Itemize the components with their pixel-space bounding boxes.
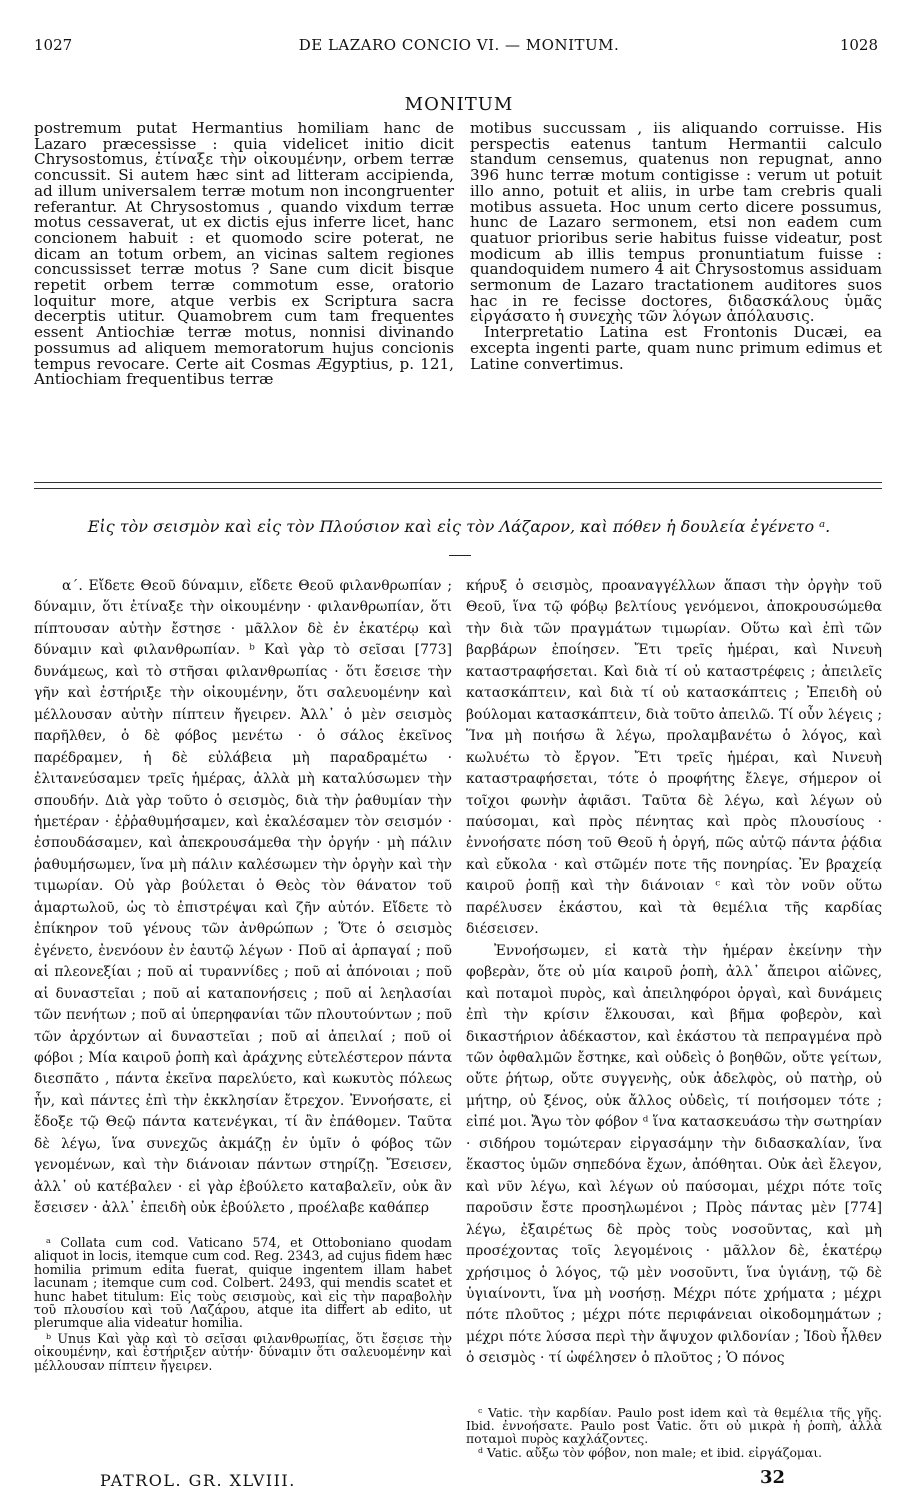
footnote: ᶜ Vatic. τὴν καρδίαν. Paulo post idem καὶ τὰ θεμέλια τῆς γῆς. Ibid. ἐννοήσατε. Paulo post Vatic. ὅτι οὐ μικρὰ ἡ ῥοπὴ, ἀλλὰ ποταμοὶ πυρὸς καχλάζοντες. xyxy=(466,1405,882,1447)
monitum-title: MONITUM xyxy=(404,94,514,115)
running-header xyxy=(0,36,918,58)
footnote: ᵇ Unus Καὶ γὰρ καὶ τὸ σεῖσαι φιλανθρωπίας, ὅτι ἔσεισε τὴν οἰκουμένην, καὶ ἐστήριξεν αὐτήν· δύναμιν ὅτι σαλευομένην καὶ μέλλουσαν πίπτειν ἤγειρεν. xyxy=(34,1330,452,1373)
series-title: PATROL. GR. XLVIII. xyxy=(100,1471,296,1490)
footnote: ᵃ Collata cum cod. Vaticano 574, et Ottoboniano quodam aliquot in locis, itemque cum cod. Reg. 2343, ad cujus fidem hæc homilia primum edita fuerat, quique ingentem illam habet lacunam ; itemque cum cod. Colbert. 2493, qui mendis scatet et hunc habet titulum: Εἰς τοὺς σεισμοὺς, καὶ εἰς τὴν παραβολὴν τοῦ πλουσίου καὶ τοῦ Λαζάρου, atque ita differt ab edito, ut plerumque alia videatur homilia. xyxy=(34,1235,452,1331)
column-number-right: 1028 xyxy=(839,36,878,54)
column-number-left: 1027 xyxy=(34,36,73,54)
section-rule xyxy=(34,482,882,483)
text-paragraph: α΄. Εἴδετε Θεοῦ δύναμιν, εἴδετε Θεοῦ φιλανθρωπίαν ; δύναμιν, ὅτι ἐτίναξε τὴν οἰκουμένην · φιλανθρωπίαν, ὅτι πίπτουσαν αὐτὴν ἔστησε · μᾶλλον δὲ ἐν ἑκατέρῳ καὶ δύναμιν καὶ φιλανθρωπίαν. ᵇ Καὶ γὰρ τὸ σεῖσαι [773] δυνάμεως, καὶ τὸ στῆσαι φιλανθρωπίας · ὅτι ἔσεισε τὴν γῆν καὶ ἐστήριξε τὴν οἰκουμένην, ὅτι σαλευομένην καὶ μέλλουσαν αὐτὴν πίπτειν ἤγειρεν. Ἀλλ᾽ ὁ μὲν σεισμὸς παρῆλθεν, ὁ δὲ φόβος μενέτω · ὁ σάλος ἐκεῖνος παρέδραμεν, ἡ δὲ εὐλάβεια μὴ παραδραμέτω · ἐλιτανεύσαμεν τρεῖς ἡμέρας, ἀλλὰ μὴ καταλύσωμεν τὴν σπουδήν. Διὰ γὰρ τοῦτο ὁ σεισμὸς, διὰ τὴν ῥαθυμίαν τὴν ἡμετέραν · ἐῤῥαθυμήσαμεν, καὶ ἐκαλέσαμεν τὸν σεισμόν · ἐσπουδάσαμεν, καὶ ἀπεκρουσάμεθα τὴν ὀργήν · μὴ πάλιν ῥαθυμήσωμεν, ἵνα μὴ πάλιν καλέσωμεν τὴν ὀργὴν καὶ τὴν τιμωρίαν. Οὐ γὰρ βούλεται ὁ Θεὸς τὸν θάνατον τοῦ ἁμαρτωλοῦ, ὡς τὸ ἐπιστρέψαι καὶ ζῆν αὐτόν. Εἴδετε τὸ ἐπίκηρον τοῦ γένους τῶν ἀνθρώπων ; Ὅτε ὁ σεισμὸς ἐγένετο, ἐνενόουν ἐν ἑαυτῷ λέγων · Ποῦ αἱ ἁρπαγαί ; ποῦ αἱ πλεονεξίαι ; ποῦ αἱ τυραννίδες ; ποῦ αἱ ἀπόνοιαι ; ποῦ αἱ δυναστεῖαι ; ποῦ αἱ καταπονήσεις ; ποῦ αἱ λεηλασίαι τῶν πενήτων ; ποῦ αἱ ὑπερηφανίαι τῶν πλουτούντων ; ποῦ τῶν ἀρχόντων αἱ δυναστεῖαι ; ποῦ αἱ ἀπειλαί ; ποῦ οἱ φόβοι ; Μία καιροῦ ῥοπὴ καὶ ἀράχνης εὐτελέστερον πάντα διεσπᾶτο , πάντα ἐκεῖνα παρελύετο, καὶ κωκυτὸς πόλεως ἦν, καὶ πάντες ἐπὶ τὴν ἐκκλησίαν ἔτρεχον. Ἐννοήσατε, εἰ ἔδοξε τῷ Θεῷ πάντα κατενέγκαι, τί ἂν ἐπάθομεν. Ταῦτα δὲ λέγω, ἵνα συνεχῶς ἀκμάζῃ ἐν ὑμῖν ὁ φόβος τῶν γενομένων, καὶ τὴν διάνοιαν πάντων στηρίζῃ. Ἔσεισεν, ἀλλ᾽ οὐ κατέβαλεν · εἰ γὰρ ἐβούλετο καταβαλεῖν, οὐκ ἂν ἔσεισεν · ἀλλ᾽ ἐπειδὴ οὐκ ἐβούλετο , προέλαβε καθάπερ xyxy=(34,578,452,1217)
section-rule xyxy=(34,488,882,489)
monitum-left-column xyxy=(34,121,454,388)
footnotes-right xyxy=(466,1406,882,1459)
footnotes-left xyxy=(34,1236,452,1374)
homily-title: Εἰς τὸν σεισμὸν καὶ εἰς τὸν Πλούσιον καὶ εἰς τὸν Λάζαρον, καὶ πόθεν ἡ δουλεία ἐγένετο ᵃ. xyxy=(87,517,831,536)
running-title: DE LAZARO CONCIO VI. — MONITUM. xyxy=(298,36,620,54)
monitum-paragraph: motibus succussam , iis aliquando corruisse. His perspectis eatenus tantum Hermantii calculo standum censemus, quatenus non repugnat, anno 396 hunc terræ motum contigisse : verum ut potuit illo anno, potuit et aliis, in urbe tam crebris quali motibus assueta. Hoc unum certo dicere possumus, hunc de Lazaro sermonem, etsi non eadem cum quatuor prioribus serie habitus fuisse videatur, post modicum ab illis tempus pronuntiatum fuisse : quandoquidem numero 4 ait Chrysostomus assiduam sermonum de Lazaro tractationem auditores suos hac in re fecisse doctores, διδασκάλους ὑμᾶς εἰργάσατο ἡ συνεχὴς τῶν λόγων ἀπόλαυσις. xyxy=(470,119,882,326)
main-left-column xyxy=(34,576,452,1220)
text-paragraph: κήρυξ ὁ σεισμὸς, προαναγγέλλων ἅπασι τὴν ὀργὴν τοῦ Θεοῦ, ἵνα τῷ φόβῳ βελτίους γενόμενοι, ἀποκρουσώμεθα τὴν διὰ τῶν πραγμάτων τιμωρίαν. Οὕτω καὶ ἐπὶ τῶν βαρβάρων ἐποίησεν. Ἔτι τρεῖς ἡμέραι, καὶ Νινευὴ καταστραφήσεται. Καὶ διὰ τί οὐ καταστρέφεις ; ἀπειλεῖς κατασκάπτειν, καὶ διὰ τί οὐ κατασκάπτεις ; Ἐπειδὴ οὐ βούλομαι κατασκάπτειν, διὰ τοῦτο ἀπειλῶ. Τί οὖν λέγεις ; Ἵνα μὴ ποιήσω ἃ λέγω, προλαμβανέτω ὁ λόγος, καὶ κωλυέτω τὸ ἔργον. Ἔτι τρεῖς ἡμέραι, καὶ Νινευὴ καταστραφήσεται, τότε ὁ προφήτης ἔλεγε, σήμερον οἱ τοῖχοι φωνὴν ἀφιᾶσι. Ταῦτα δὲ λέγω, καὶ λέγων οὐ παύσομαι, καὶ πρὸς πένητας καὶ πρὸς πλουσίους · ἐννοήσατε πόση τοῦ Θεοῦ ἡ ὀργή, πῶς αὐτῷ πάντα ῥᾴδια καὶ εὔκολα · καὶ στῶμέν ποτε τῆς πονηρίας. Ἐν βραχείᾳ καιροῦ ῥοπῇ καὶ τὴν διάνοιαν ᶜ καὶ τὸν νοῦν οὕτω παρέλυσεν ἑκάστου, καὶ τὰ θεμέλια τῆς καρδίας διέσεισεν. xyxy=(466,578,882,938)
monitum-paragraph: Interpretatio Latina est Frontonis Ducæi, ea excepta ingenti parte, quam nunc primum edimus et Latine convertimus. xyxy=(470,323,882,373)
monitum-right-column xyxy=(470,121,882,372)
page-number: 32 xyxy=(760,1467,786,1488)
footnote: ᵈ Vatic. αὔξω τὸν φόβον, non male; et ibid. εἰργάζομαι. xyxy=(478,1444,823,1460)
text-paragraph: Ἐννοήσωμεν, εἰ κατὰ τὴν ἡμέραν ἐκείνην τὴν φοβερὰν, ὅτε οὐ μία καιροῦ ῥοπὴ, ἀλλ᾽ ἄπειροι αἰῶνες, καὶ ποταμοὶ πυρὸς, καὶ ἀπειληφόροι ὀργαὶ, καὶ δυνάμεις ἐπὶ τὴν κρίσιν ἕλκουσαι, καὶ βῆμα φοβερὸν, καὶ δικαστήριον ἀδέκαστον, καὶ ἑκάστου τὰ πεπραγμένα πρὸ τῶν ὀφθαλμῶν ἔστηκε, καὶ οὐδεὶς ὁ βοηθῶν, οὔτε γείτων, οὔτε ῥήτωρ, οὔτε συγγενὴς, οὐκ ἀδελφὸς, οὐ πατὴρ, οὐ μήτηρ, οὐ ξένος, οὐκ ἄλλος οὐδεὶς, τί ποιήσομεν τότε ; εἰπέ μοι. Ἄγω τὸν φόβον ᵈ ἵνα κατασκευάσω τὴν σωτηρίαν · σιδήρου τομώτεραν εἰργασάμην τὴν διδασκαλίαν, ἵνα ἕκαστος ὑμῶν σηπεδόνα ἔχων, ἀπόθηται. Οὐκ ἀεὶ ἔλεγον, καὶ νῦν λέγω, καὶ λέγων οὐ παύσομαι, μέχρι πότε τοῖς παροῦσιν ἔστε προσηλωμένοι ; Πρὸς πάντας μὲν [774] λέγω, ἐξαιρέτως δὲ πρὸς τοὺς νοσοῦντας, καὶ μὴ προσέχοντας τοῖς λεγομένοις · μᾶλλον δὲ, ἑκατέρῳ χρήσιμος ὁ λόγος, τῷ μὲν νοσοῦντι, ἵνα ὑγιάνῃ, τῷ δὲ ὑγιαίνοντι, ἵνα μὴ νοσήσῃ. Μέχρι πότε χρήματα ; μέχρι πότε πλοῦτος ; μέχρι πότε περιφάνειαι οἰκοδομημάτων ; μέχρι πότε λύσσα περὶ τὴν ἄψυχον φιλδονίαν ; Ἰδοὺ ἦλθεν ὁ σεισμὸς · τί ὠφέλησεν ὁ πλοῦτος ; Ὁ πόνος xyxy=(466,942,882,1367)
title-dash xyxy=(449,555,471,556)
main-right-column xyxy=(466,576,882,1370)
monitum-paragraph: postremum putat Hermantius homiliam hanc de Lazaro præcessisse : quia videlicet initio dicit Chrysostomus, ἐτίναξε τὴν οἰκουμένην, orbem terræ concussit. Si autem hæc sint ad litteram accipienda, ad illum universalem terræ motum non incongruenter referantur. At Chrysostomus , quando vixdum terræ motus cessaverat, ut ex dictis ejus inferre licet, hanc concionem habuit : et quomodo scire poterat, ne dicam an totum orbem, an vicinas saltem regiones concussisset terræ motus ? Sane cum dicit bisque repetit orbem terræ commotum esse, oratorio loquitur more, atque verbis ex Scriptura sacra decerptis utitur. Quamobrem cum tam frequentes essent Antiochiæ terræ motus, nonnisi divinando possumus ad aliquem memoratorum hujus concionis tempus revocare. Certe ait Cosmas Ægyptius, p. 121, Antiochiam frequentibus terræ xyxy=(34,119,454,389)
